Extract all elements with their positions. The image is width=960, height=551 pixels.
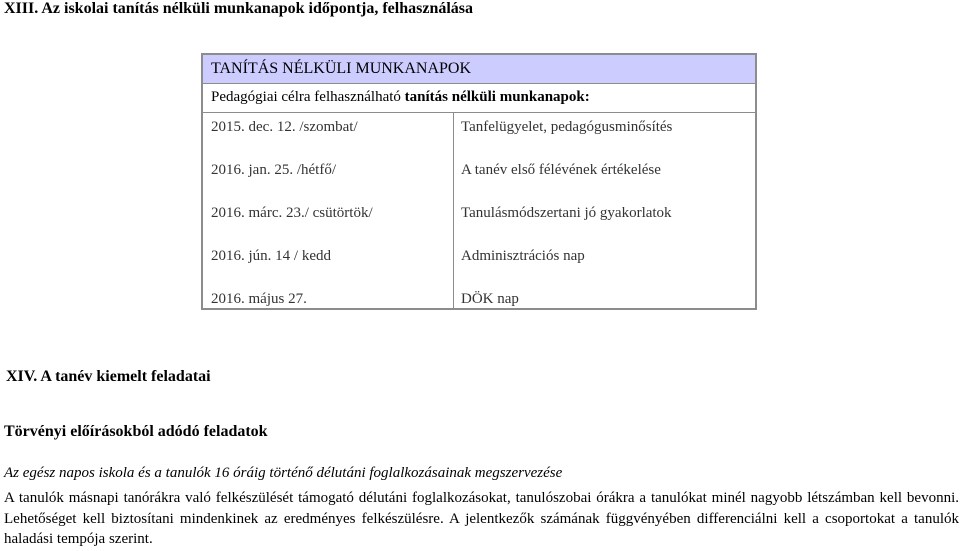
row-purpose: Tanulásmódszertani jó gyakorlatok [461, 205, 672, 221]
row-date: 2016. május 27. [211, 291, 307, 307]
subheader-prefix: Pedagógiai célra felhasználható [211, 89, 405, 105]
row-date: 2015. dec. 12. /szombat/ [211, 119, 358, 135]
section-13-title: XIII. Az iskolai tanítás nélküli munkanapok időpontja, felhasználása [4, 0, 474, 17]
row-date: 2016. jan. 25. /hétfő/ [211, 162, 336, 178]
row-date: 2016. márc. 23./ csütörtök/ [211, 205, 373, 221]
row-purpose: Tanfelügyelet, pedagógusminősítés [461, 119, 673, 135]
row-purpose: DÖK nap [461, 291, 519, 307]
section-14-title: XIV. A tanév kiemelt feladatai [6, 368, 211, 385]
body-paragraph: A tanulók másnapi tanórákra való felkészülését támogató délutáni foglalkozásokat, tanulószobai órákra a tanulókat minél nagyobb létszámban kell bevonni. Lehetőséget kell biztosítani mindenkinek az eredményes felkészülésre. A jelentkezők számának függvényében differenciálni kell a csoportokat a tanulók haladási tempója szerint. [4, 490, 959, 547]
subheader-bold: tanítás nélküli munkanapok: [404, 89, 590, 105]
table-header: TANÍTÁS NÉLKÜLI MUNKANAPOK [203, 55, 755, 84]
section-14-subtitle: Törvényi előírásokból adódó feladatok [4, 423, 268, 440]
non-teaching-days-table [201, 53, 757, 310]
row-purpose: A tanév első félévének értékelése [461, 162, 661, 178]
table-subheader [203, 84, 755, 113]
row-date: 2016. jún. 14 / kedd [211, 248, 331, 264]
italic-heading: Az egész napos iskola és a tanulók 16 óráig történő délutáni foglalkozásainak megszervezése [4, 465, 563, 481]
column-divider [453, 113, 454, 308]
row-purpose: Adminisztrációs nap [461, 248, 585, 264]
